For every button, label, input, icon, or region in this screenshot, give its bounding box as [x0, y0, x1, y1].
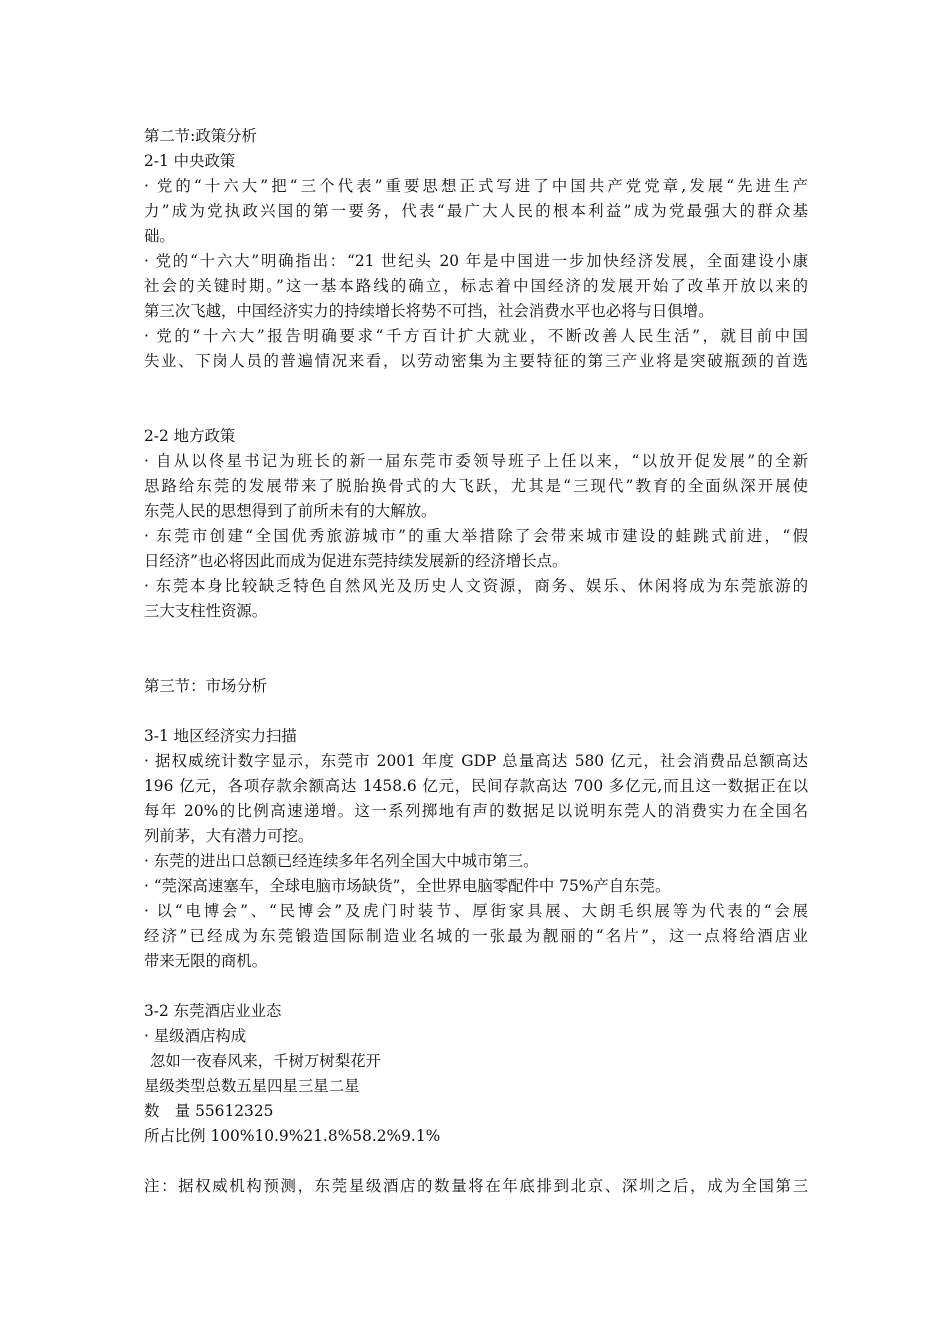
- paragraph-line: · 党的“十六大”明确指出：“21 世纪头 20 年是中国进一步加快经济发展，全面建设小康: [144, 252, 808, 270]
- paragraph-line: 三大支柱性资源。: [144, 602, 268, 620]
- paragraph-line: · 东莞市创建“全国优秀旅游城市”的重大举措除了会带来城市建设的蛙跳式前进，“假: [144, 527, 808, 545]
- paragraph-line: 失业、下岗人员的普遍情况来看，以劳动密集为主要特征的第三产业将是突破瓶颈的首选: [144, 352, 808, 370]
- paragraph-line: 日经济”也必将因此而成为促进东莞持续发展新的经济增长点。: [144, 552, 568, 570]
- subsection-2-2-title: 2-2 地方政策: [144, 427, 236, 445]
- paragraph-line: 第三次飞越，中国经济实力的持续增长将势不可挡，社会消费水平也必将与日俱增。: [144, 302, 714, 320]
- subsection-2-1-title: 2-1 中央政策: [144, 152, 236, 170]
- paragraph-line: · 党的“十六大”把“三个代表”重要思想正式写进了中国共产党党章,发展“先进生产: [144, 177, 808, 195]
- paragraph-line: 列前茅，大有潜力可挖。: [144, 827, 314, 845]
- list-item: 忽如一夜春风来，千树万树梨花开: [150, 1052, 381, 1070]
- paragraph-line: 社会的关键时期。”这一基本路线的确立，标志着中国经济的发展开始了改革开放以来的: [144, 277, 808, 295]
- list-item: · 星级酒店构成: [144, 1027, 247, 1045]
- paragraph-line: · 以“电博会”、“民博会”及虎门时装节、厚街家具展、大朗毛织展等为代表的“会展: [144, 902, 808, 920]
- section-2-heading: 第二节:政策分析: [144, 127, 257, 145]
- note-line: 注：据权威机构预测，东莞星级酒店的数量将在年底排到北京、深圳之后，成为全国第三: [144, 1177, 808, 1195]
- subsection-3-1-title: 3-1 地区经济实力扫描: [144, 727, 297, 745]
- paragraph-line: 思路给东莞的发展带来了脱胎换骨式的大飞跃，尤其是“三现代”教育的全面纵深开展使: [144, 477, 808, 495]
- paragraph-line: · 自从以佟星书记为班长的新一届东莞市委领导班子上任以来，“以放开促发展”的全新: [144, 452, 808, 470]
- section-3-heading: 第三节：市场分析: [144, 677, 268, 695]
- table-header-row: 星级类型总数五星四星三星二星: [144, 1077, 360, 1095]
- paragraph-line: 经济”已经成为东莞锻造国际制造业名城的一张最为靓丽的“名片”，这一点将给酒店业: [144, 927, 808, 945]
- paragraph-line: · 东莞本身比较缺乏特色自然风光及历史人文资源，商务、娱乐、休闲将成为东莞旅游的: [144, 577, 808, 595]
- paragraph-line: · 据权威统计数字显示，东莞市 2001 年度 GDP 总量高达 580 亿元，社会消费品总额高达: [144, 752, 808, 770]
- paragraph-line: 每年 20%的比例高速递增。这一系列掷地有声的数据足以说明东莞人的消费实力在全国名: [144, 802, 808, 820]
- table-row: 数 量 55612325: [144, 1102, 274, 1120]
- paragraph-line: · 东莞的进出口总额已经连续多年名列全国大中城市第三。: [144, 852, 539, 870]
- paragraph-line: 东莞人民的思想得到了前所未有的大解放。: [144, 502, 437, 520]
- paragraph-line: 力”成为党执政兴国的第一要务，代表“最广大人民的根本利益”成为党最强大的群众基: [144, 202, 808, 220]
- paragraph-line: 196 亿元，各项存款余额高达 1458.6 亿元，民间存款高达 700 多亿元,而且这一数据正在以: [144, 777, 808, 795]
- table-row: 所占比例 100%10.9%21.8%58.2%9.1%: [144, 1127, 441, 1145]
- paragraph-line: 础。: [144, 227, 175, 245]
- paragraph-line: · “莞深高速塞车，全球电脑市场缺货”，全世界电脑零配件中 75%产自东莞。: [144, 877, 671, 895]
- paragraph-line: · 党的“十六大”报告明确要求“千方百计扩大就业，不断改善人民生活”，就目前中国: [144, 327, 808, 345]
- subsection-3-2-title: 3-2 东莞酒店业业态: [144, 1002, 282, 1020]
- paragraph-line: 带来无限的商机。: [144, 952, 268, 970]
